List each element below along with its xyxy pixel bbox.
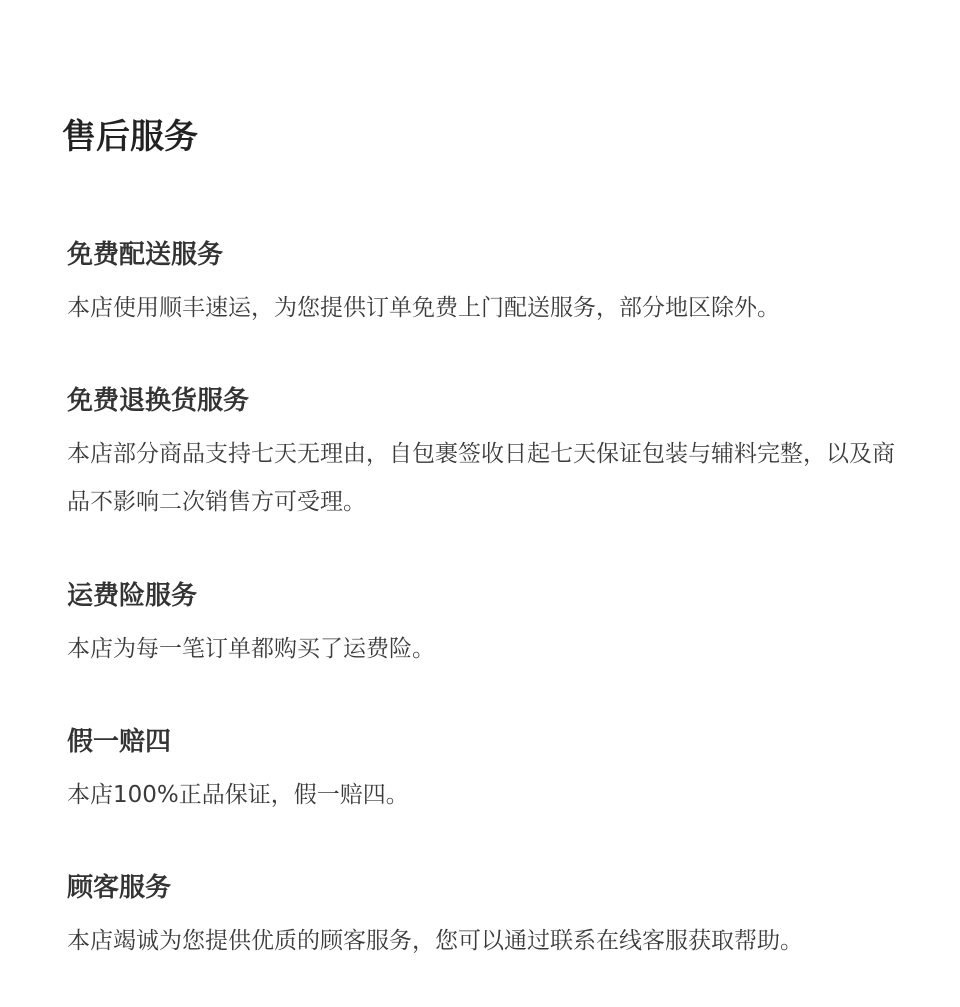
section-free-returns	[67, 382, 897, 526]
section-body: 本店竭诚为您提供优质的顾客服务，您可以通过联系在线客服获取帮助。	[67, 928, 803, 954]
section-body: 本店使用顺丰速运，为您提供订单免费上门配送服务，部分地区除外。	[67, 295, 780, 321]
section-body: 本店部分商品支持七天无理由，自包裹签收日起七天保证包装与辅料完整，以及商品不影响二次销售方可受理。	[67, 441, 895, 515]
section-heading: 免费退换货服务	[67, 386, 250, 416]
section-free-delivery	[67, 236, 897, 332]
section-body: 本店100%正品保证，假一赔四。	[67, 782, 409, 808]
section-heading: 运费险服务	[67, 581, 198, 611]
page-title: 售后服务	[62, 117, 198, 157]
section-heading: 顾客服务	[67, 873, 172, 903]
section-body: 本店为每一笔订单都购买了运费险。	[67, 636, 435, 662]
section-heading: 免费配送服务	[67, 240, 224, 270]
section-shipping-insurance	[67, 577, 897, 673]
section-authenticity-guarantee	[67, 723, 897, 819]
section-heading: 假一赔四	[67, 727, 172, 757]
section-customer-service	[67, 869, 897, 965]
